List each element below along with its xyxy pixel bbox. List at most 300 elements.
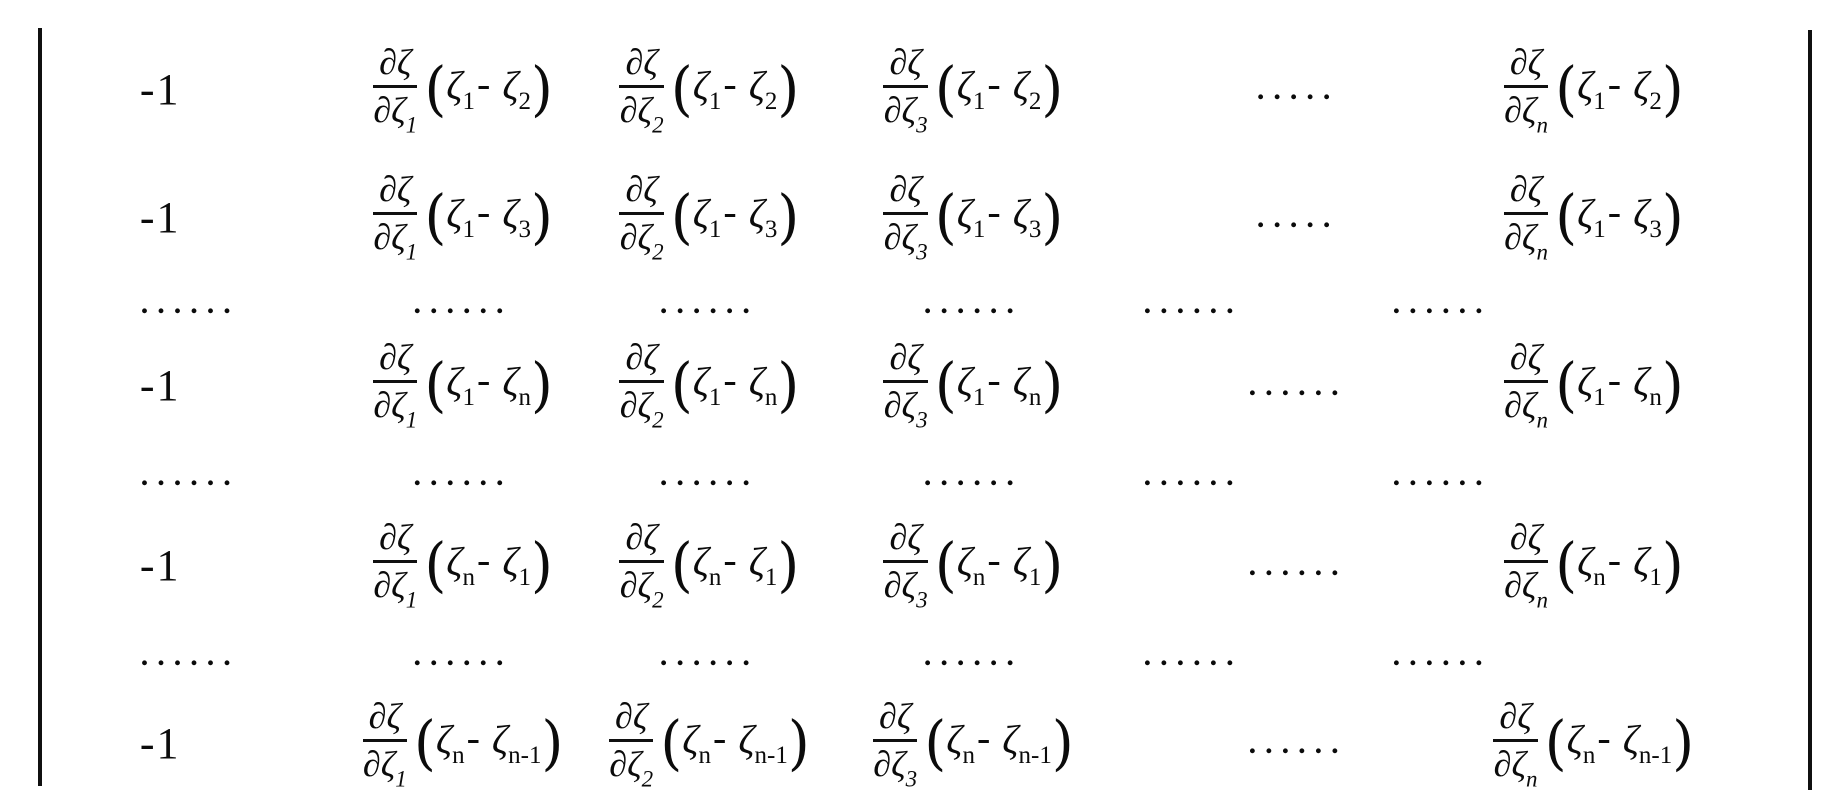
zeta-symbol: ζ — [1577, 190, 1594, 236]
partial-zeta-symbol: ∂ζ — [619, 89, 653, 130]
zeta-symbol: ζ — [1577, 358, 1594, 404]
denominator-partial-zeta — [373, 383, 417, 431]
matrix-entry-constant — [45, 25, 335, 155]
right-paren: ) — [531, 530, 553, 600]
ellipsis-cell — [828, 280, 1118, 328]
difference-argument — [670, 55, 800, 124]
partial-zeta-symbol: ∂ζ — [1504, 565, 1537, 606]
ellipsis-dots: ...... — [659, 638, 759, 672]
numerator-partial-zeta: ∂ζ — [373, 44, 417, 88]
partial-derivative-fraction — [1493, 695, 1538, 792]
partial-derivative-fraction — [619, 519, 663, 611]
matrix-entry — [591, 508, 829, 623]
partial-derivative-fraction — [373, 41, 418, 138]
matrix-entry — [828, 25, 1118, 155]
partial-derivative-fraction — [373, 339, 417, 431]
denominator-partial-zeta — [1494, 742, 1538, 790]
partial-zeta-symbol: ∂ζ — [373, 217, 406, 258]
partial-derivative-fraction — [1504, 339, 1548, 431]
partial-zeta-symbol: ∂ζ — [1504, 89, 1537, 130]
left-paren: ( — [1555, 530, 1578, 600]
difference-argument — [1555, 55, 1684, 124]
denominator-subscript: 1 — [405, 407, 418, 433]
minus-sign: - — [987, 356, 1001, 402]
right-paren: ) — [1041, 182, 1064, 252]
left-paren: ( — [924, 709, 947, 778]
zeta-subscript: 3 — [764, 215, 778, 243]
zeta-subscript: n — [708, 563, 722, 591]
partial-derivative-fraction — [609, 695, 654, 792]
difference-argument — [424, 350, 553, 420]
matrix-entry — [828, 688, 1118, 800]
minus-sign: - — [976, 715, 991, 761]
partial-derivative-fraction — [373, 519, 417, 611]
minus-sign: - — [1607, 356, 1622, 402]
zeta-symbol: ζ — [446, 358, 463, 404]
difference-argument — [660, 709, 810, 778]
difference-argument — [934, 350, 1064, 420]
denominator-partial-zeta — [373, 88, 417, 136]
zeta-subscript: n-1 — [508, 742, 542, 770]
zeta-symbol: ζ — [1012, 538, 1029, 584]
minus-sign: - — [1597, 715, 1611, 761]
partial-zeta-symbol: ∂ζ — [373, 385, 406, 426]
minus-sign: - — [477, 61, 491, 107]
ellipsis-cell — [591, 623, 829, 688]
partial-zeta-symbol: ∂ζ — [373, 89, 406, 130]
left-paren: ( — [670, 530, 693, 600]
zeta-symbol: ζ — [748, 190, 765, 236]
zeta-symbol: ζ — [491, 717, 509, 763]
partial-zeta-symbol: ∂ζ — [619, 565, 653, 606]
minus-sign: - — [1607, 536, 1622, 582]
denominator-subscript: 1 — [405, 587, 418, 613]
partial-zeta-symbol: ∂ζ — [873, 743, 906, 784]
right-paren: ) — [777, 55, 800, 124]
numerator-partial-zeta: ∂ζ — [373, 171, 417, 215]
partial-zeta-symbol: ∂ζ — [619, 217, 653, 258]
ellipsis-cell — [591, 443, 829, 508]
minus-sign: - — [712, 715, 727, 761]
minus-sign: - — [987, 536, 1001, 582]
zeta-subscript: 1 — [1593, 215, 1606, 243]
left-paren: ( — [670, 182, 693, 252]
denominator-partial-zeta — [873, 742, 917, 790]
zeta-symbol: ζ — [1012, 63, 1029, 109]
partial-derivative-fraction — [883, 41, 928, 138]
ellipsis-cell — [45, 280, 335, 328]
ellipsis-dots: ...... — [923, 638, 1023, 672]
denominator-subscript: 2 — [652, 407, 664, 433]
right-paren: ) — [787, 709, 810, 778]
matrix-entry — [591, 155, 829, 280]
difference-argument — [670, 530, 800, 600]
matrix-entry — [591, 328, 829, 443]
denominator-subscript: 1 — [405, 239, 418, 265]
right-paren: ) — [1041, 350, 1064, 420]
ellipsis-dots: ...... — [140, 638, 240, 672]
partial-derivative-fraction — [373, 171, 417, 263]
numerator-partial-zeta: ∂ζ — [1504, 44, 1548, 88]
ellipsis-cell — [1119, 280, 1383, 328]
denominator-partial-zeta — [884, 563, 928, 611]
matrix-entry — [1383, 508, 1805, 623]
ellipsis-dots: ...... — [413, 638, 513, 672]
partial-zeta-symbol: ∂ζ — [883, 89, 917, 130]
zeta-subscript: n — [1028, 383, 1042, 411]
zeta-symbol: ζ — [502, 538, 519, 584]
right-paren: ) — [777, 182, 800, 252]
partial-zeta-symbol: ∂ζ — [609, 743, 642, 784]
denominator-subscript: 3 — [916, 587, 928, 613]
zeta-symbol: ζ — [1633, 190, 1650, 236]
zeta-subscript: 1 — [972, 88, 986, 116]
zeta-symbol: ζ — [946, 717, 963, 763]
zeta-subscript: 1 — [462, 215, 475, 243]
numerator-partial-zeta: ∂ζ — [373, 339, 417, 383]
zeta-symbol: ζ — [1577, 538, 1594, 584]
left-paren: ( — [1555, 350, 1578, 420]
numerator-partial-zeta: ∂ζ — [363, 698, 407, 742]
right-paren: ) — [1672, 709, 1695, 778]
difference-argument — [924, 709, 1074, 778]
matrix-grid — [45, 25, 1805, 800]
difference-argument — [670, 350, 800, 420]
minus-sign: - — [1607, 188, 1622, 234]
ellipsis-cell — [828, 623, 1118, 688]
right-paren: ) — [1661, 530, 1684, 600]
numerator-partial-zeta: ∂ζ — [619, 519, 663, 563]
ellipsis-dots: ...... — [1143, 638, 1243, 672]
zeta-subscript: 3 — [518, 215, 532, 243]
zeta-symbol: ζ — [502, 190, 519, 236]
difference-argument — [1544, 709, 1695, 778]
zeta-symbol: ζ — [1633, 538, 1650, 584]
right-paren: ) — [777, 350, 800, 420]
minus-sign: - — [477, 536, 491, 582]
difference-argument — [934, 55, 1064, 124]
numerator-partial-zeta: ∂ζ — [373, 519, 417, 563]
ellipsis-cell — [45, 443, 335, 508]
right-paren: ) — [1051, 709, 1074, 778]
matrix-entry — [335, 328, 590, 443]
ellipsis-dots: ...... — [1248, 548, 1348, 582]
denominator-subscript: 3 — [916, 112, 928, 138]
ellipsis-cell — [1383, 443, 1805, 508]
numerator-partial-zeta: ∂ζ — [1504, 339, 1548, 383]
numerator-partial-zeta: ∂ζ — [1504, 519, 1548, 563]
partial-derivative-fraction — [883, 339, 927, 431]
denominator-partial-zeta — [884, 383, 928, 431]
partial-derivative-fraction — [619, 339, 663, 431]
matrix-entry — [591, 25, 829, 155]
partial-zeta-symbol: ∂ζ — [1504, 217, 1537, 258]
difference-argument — [414, 709, 564, 778]
zeta-symbol: ζ — [956, 190, 973, 236]
partial-derivative-fraction — [883, 171, 927, 263]
matrix-entry — [335, 688, 590, 800]
denominator-subscript: n — [1536, 239, 1548, 265]
zeta-subscript: 1 — [708, 88, 722, 116]
minus-one-entry: -1 — [139, 360, 181, 410]
matrix-entry — [335, 25, 590, 155]
denominator-subscript: n — [1536, 587, 1548, 613]
zeta-subscript: n — [698, 742, 711, 770]
zeta-subscript: 1 — [462, 383, 475, 411]
left-paren: ( — [424, 530, 447, 600]
denominator-partial-zeta — [609, 742, 653, 790]
numerator-partial-zeta: ∂ζ — [1493, 698, 1537, 742]
matrix-entry — [1383, 25, 1805, 155]
matrix-entry — [335, 155, 590, 280]
zeta-subscript: n — [462, 563, 475, 591]
zeta-subscript: n — [1582, 742, 1596, 770]
minus-sign: - — [723, 188, 737, 234]
numerator-partial-zeta: ∂ζ — [619, 44, 663, 88]
partial-zeta-symbol: ∂ζ — [883, 565, 917, 606]
denominator-subscript: 2 — [652, 239, 664, 265]
ellipsis-cell — [1119, 25, 1383, 155]
zeta-symbol: ζ — [1633, 358, 1650, 404]
partial-derivative-fraction — [883, 519, 927, 611]
denominator-partial-zeta — [884, 88, 928, 136]
denominator-partial-zeta — [1504, 215, 1548, 263]
denominator-subscript: 1 — [395, 766, 407, 792]
zeta-symbol: ζ — [446, 538, 463, 584]
difference-argument — [1555, 530, 1684, 600]
zeta-symbol: ζ — [1577, 63, 1594, 109]
numerator-partial-zeta: ∂ζ — [619, 339, 663, 383]
left-paren: ( — [670, 350, 693, 420]
partial-derivative-fraction — [873, 695, 918, 792]
numerator-partial-zeta: ∂ζ — [619, 171, 663, 215]
left-paren: ( — [934, 530, 957, 600]
left-determinant-bar — [38, 28, 42, 786]
zeta-subscript: n — [972, 563, 986, 591]
zeta-subscript: 2 — [518, 88, 532, 116]
partial-derivative-fraction — [1504, 519, 1548, 611]
zeta-symbol: ζ — [748, 63, 765, 109]
ellipsis-cell — [828, 443, 1118, 508]
left-paren: ( — [424, 55, 447, 124]
zeta-subscript: n-1 — [1018, 742, 1052, 770]
matrix-entry-constant — [45, 155, 335, 280]
matrix-entry-constant — [45, 508, 335, 623]
minus-one-entry: -1 — [139, 192, 181, 242]
partial-zeta-symbol: ∂ζ — [883, 217, 917, 258]
left-paren: ( — [1555, 182, 1578, 252]
zeta-symbol: ζ — [692, 538, 709, 584]
minus-sign: - — [1607, 61, 1622, 107]
ellipsis-dots: ..... — [1256, 200, 1340, 234]
numerator-partial-zeta: ∂ζ — [883, 339, 927, 383]
matrix-entry-constant — [45, 328, 335, 443]
zeta-symbol: ζ — [1633, 63, 1650, 109]
matrix-entry — [1383, 328, 1805, 443]
minus-sign: - — [723, 536, 737, 582]
left-paren: ( — [424, 182, 447, 252]
ellipsis-cell — [1119, 443, 1383, 508]
denominator-partial-zeta — [373, 215, 417, 263]
zeta-symbol: ζ — [1012, 358, 1029, 404]
denominator-partial-zeta — [620, 88, 664, 136]
zeta-symbol: ζ — [1012, 190, 1029, 236]
ellipsis-dots: ...... — [659, 458, 759, 492]
zeta-subscript: n — [452, 742, 465, 770]
denominator-subscript: n — [1536, 407, 1548, 433]
numerator-partial-zeta: ∂ζ — [883, 519, 927, 563]
difference-argument — [934, 530, 1064, 600]
numerator-partial-zeta: ∂ζ — [883, 44, 927, 88]
zeta-subscript: n-1 — [754, 742, 788, 770]
minus-sign: - — [477, 188, 491, 234]
ellipsis-cell — [591, 280, 829, 328]
right-paren: ) — [1661, 350, 1684, 420]
ellipsis-cell — [335, 443, 590, 508]
zeta-subscript: 1 — [972, 383, 986, 411]
ellipsis-dots: ...... — [659, 287, 759, 320]
zeta-subscript: 1 — [764, 563, 778, 591]
ellipsis-dots: ...... — [413, 287, 513, 320]
zeta-symbol: ζ — [738, 717, 755, 763]
zeta-subscript: n — [518, 383, 532, 411]
matrix-entry — [335, 508, 590, 623]
zeta-symbol: ζ — [435, 717, 453, 763]
partial-derivative-fraction — [1504, 171, 1548, 263]
partial-zeta-symbol: ∂ζ — [619, 385, 653, 426]
zeta-symbol: ζ — [956, 63, 973, 109]
partial-zeta-symbol: ∂ζ — [1504, 385, 1537, 426]
zeta-subscript: 1 — [972, 215, 986, 243]
zeta-subscript: 2 — [764, 88, 778, 116]
ellipsis-dots: ...... — [1143, 287, 1243, 320]
ellipsis-dots: ...... — [1392, 638, 1492, 672]
difference-argument — [934, 182, 1064, 252]
partial-zeta-symbol: ∂ζ — [362, 743, 396, 784]
zeta-symbol: ζ — [748, 358, 765, 404]
left-paren: ( — [1555, 55, 1578, 124]
denominator-partial-zeta — [620, 383, 664, 431]
ellipsis-dots: ...... — [413, 458, 513, 492]
ellipsis-cell — [1119, 328, 1383, 443]
partial-derivative-fraction — [619, 171, 663, 263]
zeta-symbol: ζ — [502, 358, 519, 404]
denominator-subscript: 2 — [652, 112, 664, 138]
zeta-symbol: ζ — [446, 63, 463, 109]
ellipsis-cell — [1383, 280, 1805, 328]
minus-one-entry: -1 — [139, 65, 181, 114]
zeta-symbol: ζ — [692, 63, 709, 109]
ellipsis-cell — [1119, 155, 1383, 280]
right-paren: ) — [531, 55, 553, 124]
zeta-subscript: 1 — [1593, 88, 1606, 116]
denominator-subscript: 2 — [641, 766, 654, 792]
numerator-partial-zeta: ∂ζ — [609, 698, 653, 742]
matrix-entry — [1383, 155, 1805, 280]
ellipsis-dots: ...... — [1392, 287, 1492, 320]
left-paren: ( — [1544, 709, 1567, 778]
ellipsis-dots: ...... — [923, 287, 1023, 320]
zeta-symbol: ζ — [502, 63, 519, 109]
ellipsis-dots: ...... — [140, 458, 240, 492]
minus-one-entry: -1 — [139, 719, 181, 768]
difference-argument — [424, 530, 553, 600]
matrix-entry — [1383, 688, 1805, 800]
denominator-partial-zeta — [373, 563, 417, 611]
minus-sign: - — [466, 715, 480, 761]
zeta-subscript: n-1 — [1638, 742, 1673, 770]
zeta-subscript: 1 — [1649, 563, 1662, 591]
zeta-subscript: 1 — [1593, 383, 1606, 411]
zeta-symbol: ζ — [1566, 717, 1583, 763]
denominator-partial-zeta — [620, 215, 664, 263]
zeta-subscript: 1 — [708, 383, 722, 411]
zeta-symbol: ζ — [956, 538, 973, 584]
zeta-subscript: n — [962, 742, 975, 770]
left-paren: ( — [414, 709, 436, 778]
minus-one-entry: -1 — [139, 540, 181, 590]
left-paren: ( — [934, 182, 957, 252]
denominator-subscript: 2 — [652, 587, 664, 613]
matrix-entry-constant — [45, 688, 335, 800]
minus-sign: - — [723, 356, 737, 402]
zeta-symbol: ζ — [1622, 717, 1639, 763]
ellipsis-dots: ...... — [1392, 458, 1492, 492]
zeta-subscript: 3 — [1028, 215, 1042, 243]
right-determinant-bar — [1808, 30, 1812, 790]
ellipsis-dots: ...... — [140, 287, 240, 320]
numerator-partial-zeta: ∂ζ — [1504, 171, 1548, 215]
denominator-subscript: 3 — [905, 766, 918, 792]
numerator-partial-zeta: ∂ζ — [883, 171, 927, 215]
denominator-partial-zeta — [363, 742, 407, 790]
ellipsis-cell — [1383, 623, 1805, 688]
zeta-symbol: ζ — [682, 717, 699, 763]
right-paren: ) — [1041, 530, 1064, 600]
right-paren: ) — [777, 530, 800, 600]
denominator-subscript: n — [1526, 766, 1538, 792]
zeta-subscript: 1 — [708, 215, 722, 243]
denominator-subscript: 1 — [405, 112, 418, 138]
zeta-symbol: ζ — [956, 358, 973, 404]
zeta-subscript: 1 — [1028, 563, 1042, 591]
difference-argument — [1555, 182, 1684, 252]
zeta-symbol: ζ — [692, 190, 709, 236]
right-paren: ) — [1661, 182, 1684, 252]
denominator-subscript: n — [1536, 112, 1548, 138]
denominator-subscript: 3 — [916, 239, 928, 265]
left-paren: ( — [934, 350, 957, 420]
denominator-subscript: 3 — [916, 407, 928, 433]
ellipsis-dots: ...... — [923, 458, 1023, 492]
zeta-symbol: ζ — [748, 538, 765, 584]
denominator-partial-zeta — [1504, 88, 1548, 136]
partial-derivative-fraction — [1504, 41, 1548, 138]
ellipsis-dots: ...... — [1248, 727, 1348, 760]
denominator-partial-zeta — [884, 215, 928, 263]
denominator-partial-zeta — [620, 563, 664, 611]
minus-sign: - — [987, 61, 1001, 107]
partial-zeta-symbol: ∂ζ — [883, 385, 917, 426]
right-paren: ) — [1041, 55, 1064, 124]
zeta-subscript: 2 — [1649, 88, 1662, 116]
matrix-entry — [591, 688, 829, 800]
zeta-subscript: 3 — [1649, 215, 1662, 243]
left-paren: ( — [424, 350, 447, 420]
ellipsis-cell — [1119, 508, 1383, 623]
minus-sign: - — [987, 188, 1001, 234]
right-paren: ) — [541, 709, 564, 778]
